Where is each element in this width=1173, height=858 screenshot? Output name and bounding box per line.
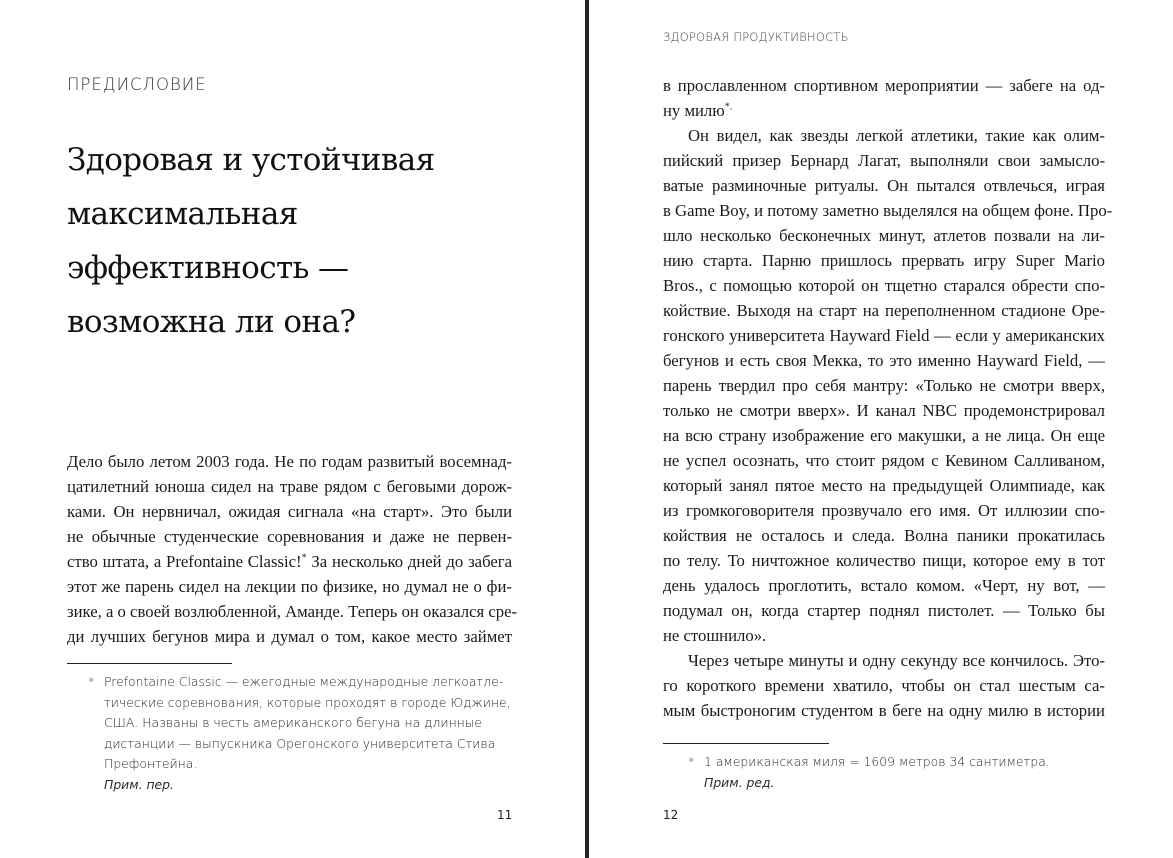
footnote-line: дистанции — выпускника Орегонского университета Стива xyxy=(104,735,496,751)
text-line: из громкоговорителя прозвучало его имя. От иллюзии спо- xyxy=(663,501,1105,520)
footnote xyxy=(688,752,1148,793)
chapter-title xyxy=(67,133,527,349)
left-page xyxy=(0,0,586,858)
title-line: возможна ли она? xyxy=(67,304,356,340)
title-line: эффективность — xyxy=(67,250,349,286)
right-body-text xyxy=(663,73,1113,723)
text-line: Он видел, как звезды легкой атлетики, такие как олим- xyxy=(688,126,1105,145)
text-line: мым быстроногим студентом в беге на одну милю в истории xyxy=(663,701,1105,720)
section-label: ПРЕДИСЛОВИЕ xyxy=(67,75,207,94)
text-fragment: ство штата, а Prefontaine Classic! xyxy=(67,552,302,571)
page-number: 11 xyxy=(497,808,513,822)
footnote-ref: *. xyxy=(724,101,733,113)
text-line: нию старта. Парню пришлось прервать игру Super Mario xyxy=(663,251,1105,270)
footnote xyxy=(88,672,511,795)
footnote-line xyxy=(704,752,1148,793)
text-line: только не смотри вверх». И канал NBC продемонстрировал xyxy=(663,401,1105,420)
text-line: цатилетний юноша сидел на траве рядом с беговыми дорож- xyxy=(67,477,512,496)
footnote-marker: * xyxy=(688,754,695,769)
footnote-divider xyxy=(67,663,232,664)
text-line: койствие. Выходя на старт на переполненном стадионе Оре- xyxy=(663,301,1105,320)
footnote-line: тические соревнования, которые проходят в городе Юджине, xyxy=(104,694,511,710)
footnote-note: Прим. пер. xyxy=(104,776,174,792)
running-head: ЗДОРОВАЯ ПРОДУКТИВНОСТЬ xyxy=(663,30,849,44)
text-line: не обычные студенческие соревнования и даже не первен- xyxy=(67,527,512,546)
text-line: пийский призер Бернард Лагат, выполняли свои замысло- xyxy=(663,151,1105,170)
text-line: ватые разминочные ритуалы. Он пытался отвлечься, играя xyxy=(663,176,1105,195)
text-line: го короткого времени хватило, чтобы он стал шестым са- xyxy=(663,676,1105,695)
text-line: зике, а о своей возлюбленной, Аманде. Теперь он оказался сре- xyxy=(67,602,518,621)
text-line: день удалось проглотить, встало комом. «Черт, ну вот, — xyxy=(663,576,1105,595)
title-line: Здоровая и устойчивая xyxy=(67,142,435,178)
left-body-text xyxy=(67,449,518,649)
text-line: который занял пятое место на предыдущей Олимпиаде, как xyxy=(663,476,1105,495)
text-line: этот же парень сидел на лекции по физике, но думал не о фи- xyxy=(67,577,512,596)
text-line: в прославленном спортивном мероприятии — забеге на од- xyxy=(663,76,1105,95)
text-line: шло несколько бесконечных минут, атлетов позвали на ли- xyxy=(663,226,1105,245)
text-line: не успел осознать, что стоит рядом с Кевином Салливаном, xyxy=(663,451,1105,470)
text-line: парень твердил про себя мантру: «Только не смотри вверх, xyxy=(663,376,1105,395)
text-line: на всю страну изображение его макушки, а не лица. Он еще xyxy=(663,426,1105,445)
text-line: по телу. То ничтожное количество пищи, которое ему в тот xyxy=(663,551,1105,570)
text-line: Bros., с помощью которой он тщетно старался обрести спо- xyxy=(663,276,1105,295)
right-page xyxy=(589,0,1173,858)
text-line: гонского университета Hayward Field — если у американских xyxy=(663,326,1105,345)
page-number: 12 xyxy=(663,808,679,822)
text-line: ками. Он нервничал, ожидая сигнала «на старт». Это были xyxy=(67,502,512,521)
text-line: койствия не осталось и следа. Волна паники прокатилась xyxy=(663,526,1105,545)
title-line: максимальная xyxy=(67,196,298,232)
text-line: подумал он, когда стартер поднял пистолет. — Только бы xyxy=(663,601,1105,620)
text-line: Дело было летом 2003 года. Не по годам развитый восемнад- xyxy=(67,452,512,471)
text-line: в Game Boy, и потому заметно выделялся на общем фоне. Про- xyxy=(663,201,1113,220)
text-fragment: ну милю xyxy=(663,101,725,120)
text-line xyxy=(663,98,1105,123)
footnote-line: США. Названы в честь американского бегуна на длинные xyxy=(104,715,482,730)
footnote-ref: * xyxy=(301,552,307,564)
footnote-divider xyxy=(663,743,829,744)
footnote-note: Прим. ред. xyxy=(704,774,775,790)
footnote-text: Префонтейна. xyxy=(104,756,198,771)
footnote-line: Prefontaine Classic — ежегодные международные легкоатле- xyxy=(104,674,504,689)
text-line xyxy=(67,549,512,574)
footnote-line xyxy=(104,754,508,795)
text-line: бегунов и есть своя Мекка, то это именно Hayward Field, — xyxy=(663,351,1105,370)
footnote-marker: * xyxy=(88,674,95,689)
text-fragment: За несколько дней до забега xyxy=(306,552,513,571)
footnote-text: 1 американская миля = 1609 метров 34 сантиметра. xyxy=(704,754,1050,769)
text-line: Через четыре минуты и одну секунду все кончилось. Это- xyxy=(688,651,1105,670)
text-line: ди лучших бегунов мира и думал о том, какое место займет xyxy=(67,627,512,646)
text-line: не стошнило». xyxy=(663,626,767,645)
